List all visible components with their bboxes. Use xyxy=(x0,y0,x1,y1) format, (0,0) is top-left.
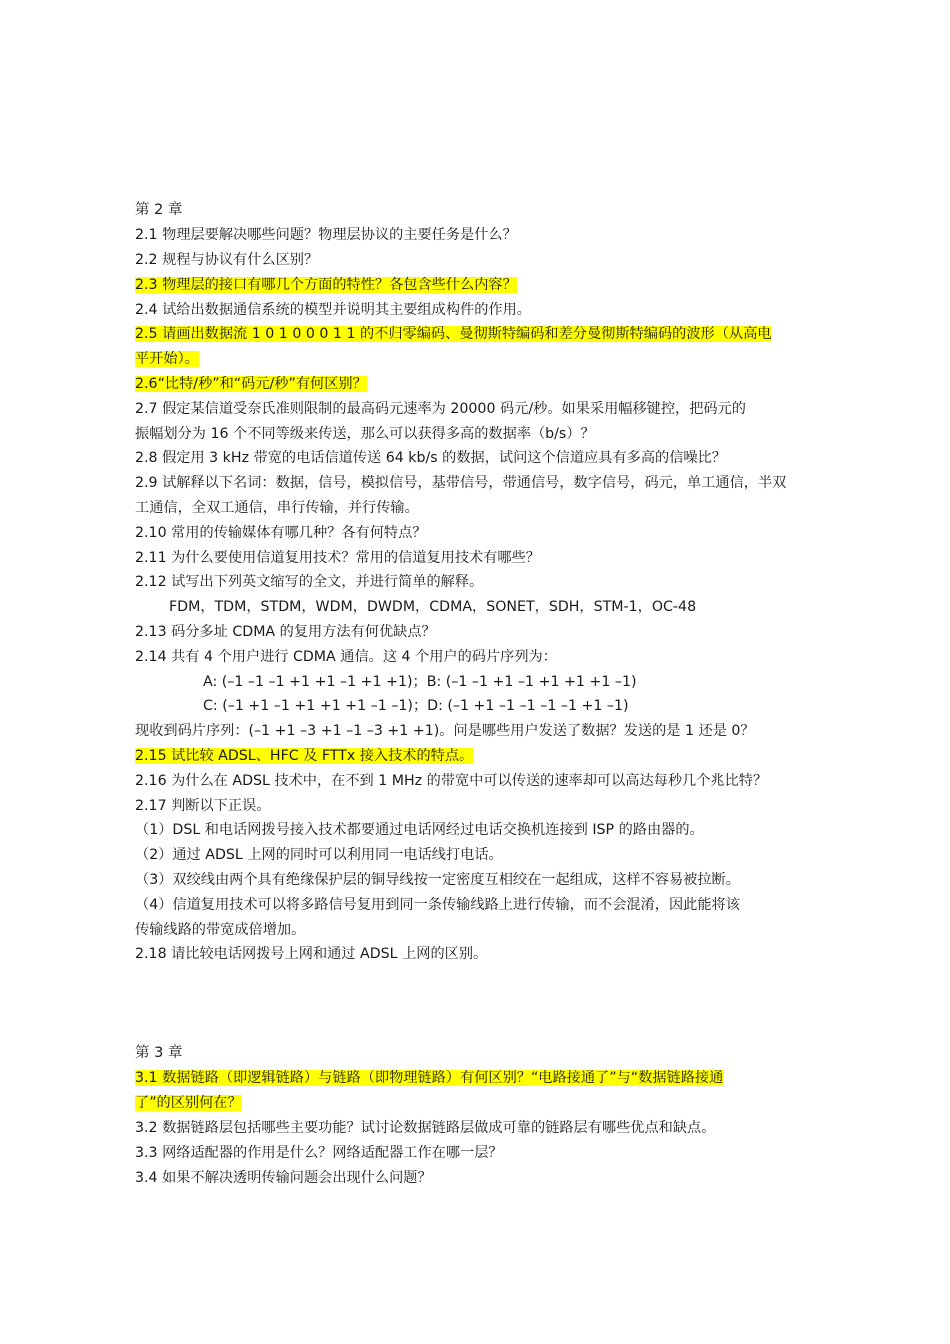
question-2-5-line1 xyxy=(135,322,845,347)
question-2-4: 2.4 试给出数据通信系统的模型并说明其主要组成构件的作用。 xyxy=(135,302,531,318)
question-3-2: 3.2 数据链路层包括哪些主要功能？试讨论数据链路层做成可靠的链路层有哪些优点和缺点。 xyxy=(135,1120,716,1136)
highlight-2-6: 2.6“比特/秒”和“码元/秒”有何区别？ xyxy=(135,376,367,392)
question-2-9-line1: 2.9 试解释以下名词：数据，信号，模拟信号，基带信号，带通信号，数字信号，码元，单工通信，半双 xyxy=(135,475,787,491)
chip-sequence-ab: A: (–1 –1 –1 +1 +1 –1 +1 +1)；B: (–1 –1 +1 –1 +1 +1 +1 –1) xyxy=(203,674,637,690)
chapter-2-title: 第 2 章 xyxy=(135,202,183,218)
question-2-3 xyxy=(135,273,845,298)
question-2-12: 2.12 试写出下列英文缩写的全文，并进行简单的解释。 xyxy=(135,574,484,590)
question-2-2: 2.2 规程与协议有什么区别？ xyxy=(135,252,319,268)
received-sequence: 现收到码片序列：(–1 +1 –3 +1 –1 –3 +1 +1)。问是哪些用户发送了数据？发送的是 1 还是 0？ xyxy=(135,723,755,739)
highlight-2-15: 2.15 试比较 ADSL、HFC 及 FTTx 接入技术的特点。 xyxy=(135,748,474,764)
statement-4-line2: 传输线路的带宽成倍增加。 xyxy=(135,922,306,938)
highlight-3-1a: 3.1 数据链路（即逻辑链路）与链路（即物理链路）有何区别？“电路接通了”与“数据链路接通 xyxy=(135,1070,724,1086)
question-2-18: 2.18 请比较电话网拨号上网和通过 ADSL 上网的区别。 xyxy=(135,946,488,962)
abbreviation-list: FDM，TDM，STDM，WDM，DWDM，CDMA，SONET，SDH，STM-1，OC-48 xyxy=(169,599,697,615)
question-3-1-line1 xyxy=(135,1066,845,1091)
question-2-7-line1: 2.7 假定某信道受奈氏准则限制的最高码元速率为 20000 码元/秒。如果采用幅移键控，把码元的 xyxy=(135,401,746,417)
question-2-7-line2: 振幅划分为 16 个不同等级来传送，那么可以获得多高的数据率（b/s）？ xyxy=(135,426,595,442)
statement-3: （3）双绞线由两个具有绝缘保护层的铜导线按一定密度互相绞在一起组成，这样不容易被拉断。 xyxy=(135,872,740,888)
highlight-2-5a: 2.5 请画出数据流 1 0 1 0 0 0 1 1 的不归零编码、曼彻斯特编码和差分曼彻斯特编码的波形（从高电 xyxy=(135,326,772,342)
question-2-10: 2.10 常用的传输媒体有哪几种？各有何特点？ xyxy=(135,525,427,541)
highlight-3-1b: 了”的区别何在？ xyxy=(135,1095,242,1111)
question-2-11: 2.11 为什么要使用信道复用技术？常用的信道复用技术有哪些？ xyxy=(135,550,540,566)
question-3-4: 3.4 如果不解决透明传输问题会出现什么问题？ xyxy=(135,1170,432,1186)
question-2-5-line2 xyxy=(135,347,845,372)
chip-sequence-cd: C: (–1 +1 –1 +1 +1 +1 –1 –1)；D: (–1 +1 –1 –1 –1 –1 +1 –1) xyxy=(203,698,629,714)
question-2-8: 2.8 假定用 3 kHz 带宽的电话信道传送 64 kb/s 的数据，试问这个信道应具有多高的信噪比？ xyxy=(135,450,726,466)
statement-2: （2）通过 ADSL 上网的同时可以利用同一电话线打电话。 xyxy=(135,847,503,863)
question-2-16: 2.16 为什么在 ADSL 技术中，在不到 1 MHz 的带宽中可以传送的速率却可以高达每秒几个兆比特？ xyxy=(135,773,768,789)
question-2-6 xyxy=(135,372,845,397)
question-2-17: 2.17 判断以下正误。 xyxy=(135,798,271,814)
chapter-3-title: 第 3 章 xyxy=(135,1045,183,1061)
question-2-15 xyxy=(135,744,845,769)
question-2-9-line2: 工通信，全双工通信，串行传输，并行传输。 xyxy=(135,500,419,516)
statement-4-line1: （4）信道复用技术可以将多路信号复用到同一条传输线路上进行传输，而不会混淆，因此能将该 xyxy=(135,897,740,913)
question-2-1: 2.1 物理层要解决哪些问题？物理层协议的主要任务是什么？ xyxy=(135,227,517,243)
question-2-13: 2.13 码分多址 CDMA 的复用方法有何优缺点？ xyxy=(135,624,436,640)
highlight-2-3: 2.3 物理层的接口有哪几个方面的特性？各包含些什么内容？ xyxy=(135,277,517,293)
question-3-1-line2 xyxy=(135,1091,845,1116)
question-3-3: 3.3 网络适配器的作用是什么？网络适配器工作在哪一层？ xyxy=(135,1145,503,1161)
question-2-14: 2.14 共有 4 个用户进行 CDMA 通信。这 4 个用户的码片序列为： xyxy=(135,649,557,665)
highlight-2-5b: 平开始）。 xyxy=(135,351,199,367)
statement-1: （1）DSL 和电话网拨号接入技术都要通过电话网经过电话交换机连接到 ISP 的路由器的。 xyxy=(135,822,704,838)
